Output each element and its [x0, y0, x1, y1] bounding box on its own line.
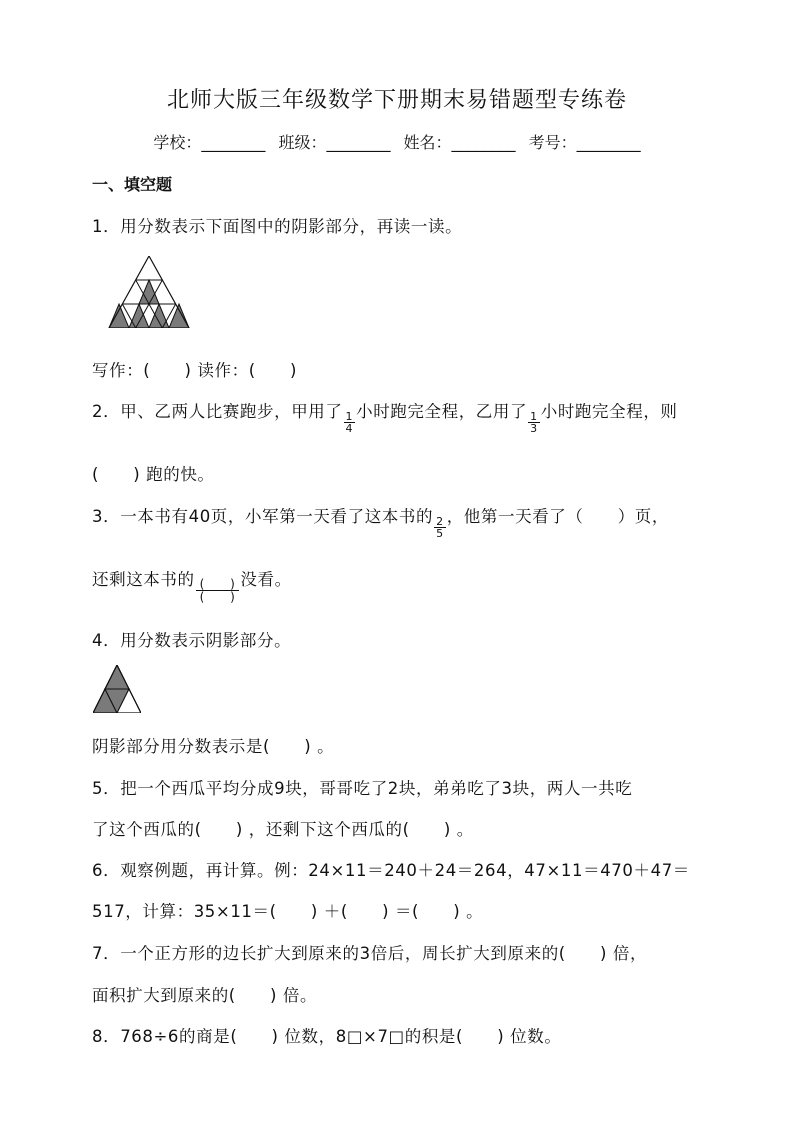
fraction-numerator: 1 — [530, 410, 538, 423]
question-2-line-1 — [92, 398, 678, 435]
q2-text-b: 小时跑完全程，乙用了 — [356, 402, 528, 421]
school-field[interactable]: 学校：________ — [153, 133, 266, 152]
page-title: 北师大版三年级数学下册期末易错题型专练卷 — [166, 88, 627, 113]
fraction-numerator: 2 — [436, 515, 444, 528]
question-6-line-2: 517，计算：35×11＝( ) ＋( ) ＝( ) 。 — [92, 902, 484, 921]
section-heading: 一、填空题 — [92, 175, 173, 194]
fraction-two-fifths — [434, 516, 446, 539]
question-7-line-2: 面积扩大到原来的( ) 倍。 — [92, 986, 318, 1005]
fraction-denominator: 4 — [345, 422, 354, 435]
blank-fraction[interactable] — [196, 578, 240, 603]
number-field[interactable]: 考号：________ — [528, 133, 641, 152]
class-field[interactable]: 班级：________ — [278, 133, 391, 152]
student-info-line — [0, 130, 794, 153]
q3-text-a: 3．一本书有40页，小军第一天看了这本书的 — [92, 507, 434, 526]
fraction-denominator: 5 — [436, 527, 444, 540]
question-4-answer: 阴影部分用分数表示是( ) 。 — [92, 737, 335, 756]
blank-numerator[interactable]: ( ) — [196, 578, 240, 591]
fraction-one-quarter — [344, 411, 356, 434]
question-3-line-2 — [92, 566, 292, 604]
question-7-line-1: 7．一个正方形的边长扩大到原来的3倍后，周长扩大到原来的( ) 倍， — [92, 944, 648, 963]
question-5-line-2: 了这个西瓜的( ) ，还剩下这个西瓜的( ) 。 — [92, 820, 474, 839]
fraction-numerator: 1 — [345, 410, 354, 423]
q2-text-c: 小时跑完全程，则 — [540, 402, 678, 421]
question-5-line-1: 5．把一个西瓜平均分成9块，哥哥吃了2块，弟弟吃了3块，两人一共吃 — [92, 779, 633, 798]
name-field[interactable]: 姓名：________ — [403, 133, 516, 152]
q3-text-b: ，他第一天看了（ ）页， — [446, 507, 670, 526]
fraction-denominator: 3 — [530, 422, 538, 435]
question-1-text: 1．用分数表示下面图中的阴影部分，再读一读。 — [92, 217, 463, 236]
question-8-text: 8．768÷6的商是( ) 位数，8□×7□的积是( ) 位数。 — [92, 1027, 562, 1046]
q3-text-line2b: 没看。 — [240, 570, 292, 589]
blank-denominator[interactable]: ( ) — [199, 590, 236, 604]
q2-text-a: 2．甲、乙两人比赛跑步，甲用了 — [92, 402, 343, 421]
fraction-one-third — [528, 411, 540, 434]
triangle-figure-1 — [108, 256, 190, 328]
q3-text-line2a: 还剩这本书的 — [92, 570, 195, 589]
question-3-line-1 — [92, 503, 670, 540]
triangle-figure-2 — [93, 665, 141, 713]
question-2-line-2: ( ) 跑的快。 — [92, 465, 215, 484]
question-4-text: 4．用分数表示阴影部分。 — [92, 631, 292, 650]
question-6-line-1: 6．观察例题，再计算。例：24×11＝240＋24＝264，47×11＝470＋47＝ — [92, 861, 690, 880]
question-1-answer: 写作：( ) 读作：( ) — [92, 361, 297, 380]
